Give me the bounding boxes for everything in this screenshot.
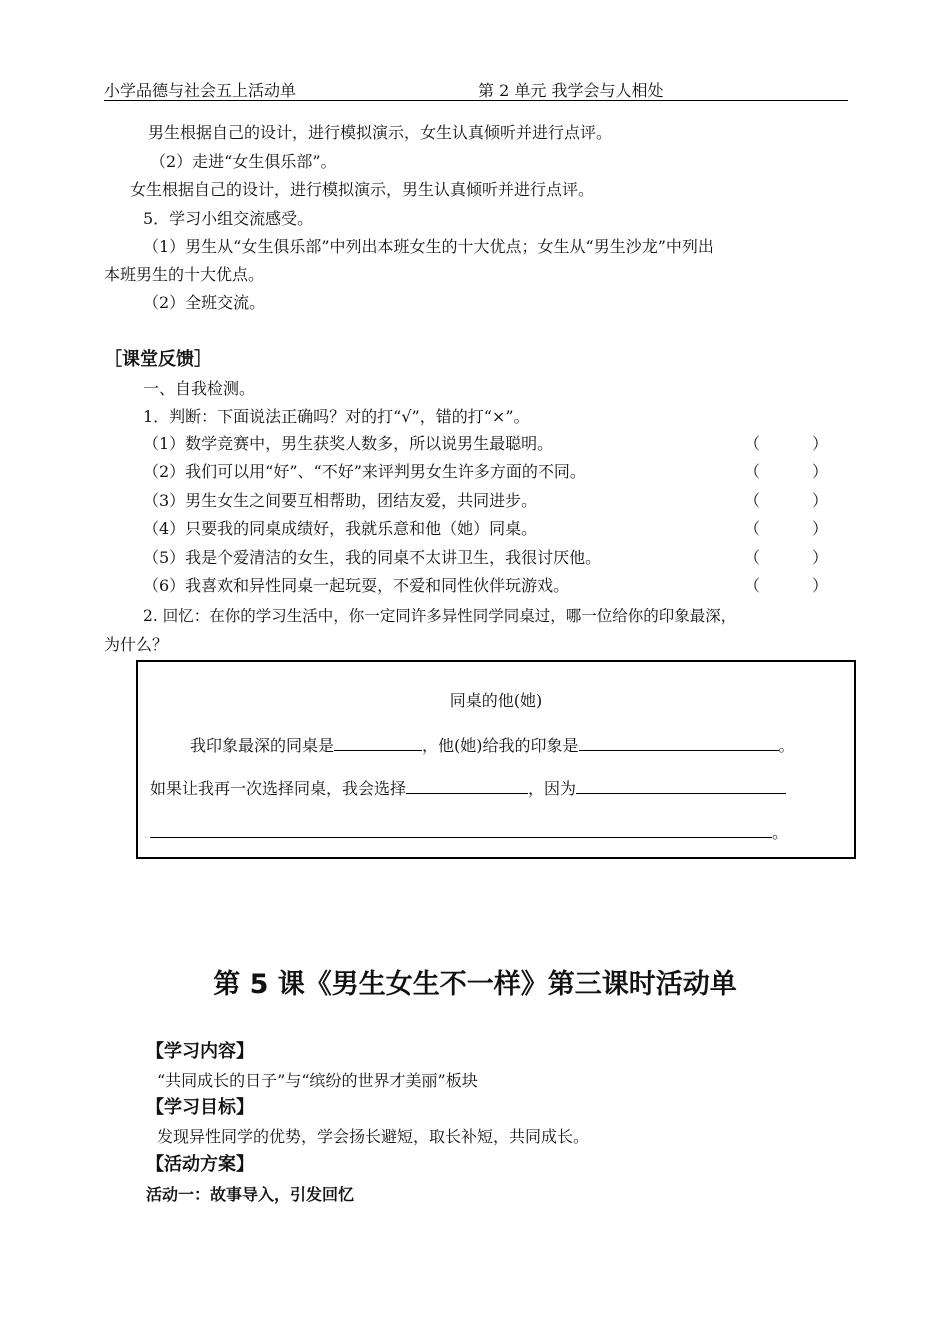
intro-line-5: （1）男生从“女生俱乐部”中列出本班女生的十大优点；女生从“男生沙龙”中列出 bbox=[143, 237, 714, 256]
answer-close-paren: ） bbox=[812, 462, 829, 481]
feedback-part1: 一、自我检测。 bbox=[143, 379, 256, 398]
judge-item-4: （4）只要我的同桌成绩好，我就乐意和他（她）同桌。 bbox=[143, 519, 538, 538]
answer-open-paren: （ bbox=[744, 491, 761, 510]
answer-open-paren: （ bbox=[744, 519, 761, 538]
answer-open-paren: （ bbox=[744, 462, 761, 481]
judge-item-5: （5）我是个爱清洁的女生，我的同桌不太讲卫生，我很讨厌他。 bbox=[143, 548, 602, 567]
header-right: 第 2 单元 我学会与人相处 bbox=[478, 81, 664, 100]
answer-open-paren: （ bbox=[744, 548, 761, 567]
box-l2-mid: ，因为 bbox=[528, 779, 577, 798]
answer-close-paren: ） bbox=[812, 576, 829, 595]
judge-item-3: （3）男生女生之间要互相帮助，团结友爱，共同进步。 bbox=[143, 491, 538, 510]
intro-line-4: 5．学习小组交流感受。 bbox=[143, 209, 314, 228]
intro-line-7: （2）全班交流。 bbox=[143, 293, 266, 312]
judge-item-6: （6）我喜欢和异性同桌一起玩耍，不爱和同性伙伴玩游戏。 bbox=[143, 576, 570, 595]
box-line-1 bbox=[190, 733, 795, 756]
feedback-heading: ［课堂反馈］ bbox=[104, 349, 212, 370]
lesson-title: 第 5 课《男生女生不一样》第三课时活动单 bbox=[213, 969, 737, 1000]
choice-blank[interactable] bbox=[406, 777, 528, 794]
judge-item-1: （1）数学竞赛中，男生获奖人数多，所以说男生最聪明。 bbox=[143, 434, 554, 453]
box-line-2 bbox=[150, 776, 786, 799]
plan-heading: 【活动方案】 bbox=[146, 1154, 254, 1175]
goal-heading: 【学习目标】 bbox=[146, 1097, 254, 1118]
header-left: 小学品德与社会五上活动单 bbox=[104, 81, 297, 100]
answer-close-paren: ） bbox=[812, 434, 829, 453]
feedback-q1: 1．判断：下面说法正确吗？对的打“√”，错的打“×”。 bbox=[143, 407, 530, 426]
impression-blank[interactable] bbox=[579, 734, 779, 751]
content-heading: 【学习内容】 bbox=[146, 1041, 254, 1062]
box-title: 同桌的他(她) bbox=[449, 691, 543, 710]
answer-close-paren: ） bbox=[812, 519, 829, 538]
intro-line-2: （2）走进“女生俱乐部”。 bbox=[150, 152, 337, 171]
judge-item-2: （2）我们可以用“好”、“不好”来评判男女生许多方面的不同。 bbox=[143, 462, 586, 481]
box-l1-end: 。 bbox=[778, 736, 795, 755]
intro-line-3: 女生根据自己的设计，进行模拟演示，男生认真倾听并进行点评。 bbox=[130, 180, 595, 199]
goal-text: 发现异性同学的优势，学会扬长避短，取长补短，共同成长。 bbox=[157, 1127, 590, 1146]
intro-line-1: 男生根据自己的设计，进行模拟演示，女生认真倾听并进行点评。 bbox=[148, 123, 613, 142]
deskmate-name-blank[interactable] bbox=[334, 734, 422, 751]
header-rule bbox=[104, 100, 848, 101]
activity-1-title: 活动一：故事导入，引发回忆 bbox=[146, 1185, 355, 1204]
reason-blank[interactable] bbox=[576, 777, 786, 794]
content-text: “共同成长的日子”与“缤纷的世界才美丽”板块 bbox=[157, 1071, 478, 1090]
box-l2-prefix: 如果让我再一次选择同桌，我会选择 bbox=[150, 779, 407, 798]
box-l3-end: 。 bbox=[772, 823, 789, 842]
answer-open-paren: （ bbox=[744, 434, 761, 453]
reason-continue-blank[interactable] bbox=[150, 821, 772, 838]
feedback-q2-line-2: 为什么？ bbox=[104, 635, 169, 654]
box-l1-mid: ，他(她)给我的印象是 bbox=[422, 736, 579, 755]
answer-close-paren: ） bbox=[812, 548, 829, 567]
box-l1-prefix: 我印象最深的同桌是 bbox=[190, 736, 335, 755]
feedback-q2-line-1: 2. 回忆：在你的学习生活中，你一定同许多异性同学同桌过，哪一位给你的印象最深， bbox=[143, 607, 737, 625]
box-line-3 bbox=[150, 820, 788, 843]
intro-line-6: 本班男生的十大优点。 bbox=[104, 265, 265, 284]
answer-close-paren: ） bbox=[812, 491, 829, 510]
answer-open-paren: （ bbox=[744, 576, 761, 595]
